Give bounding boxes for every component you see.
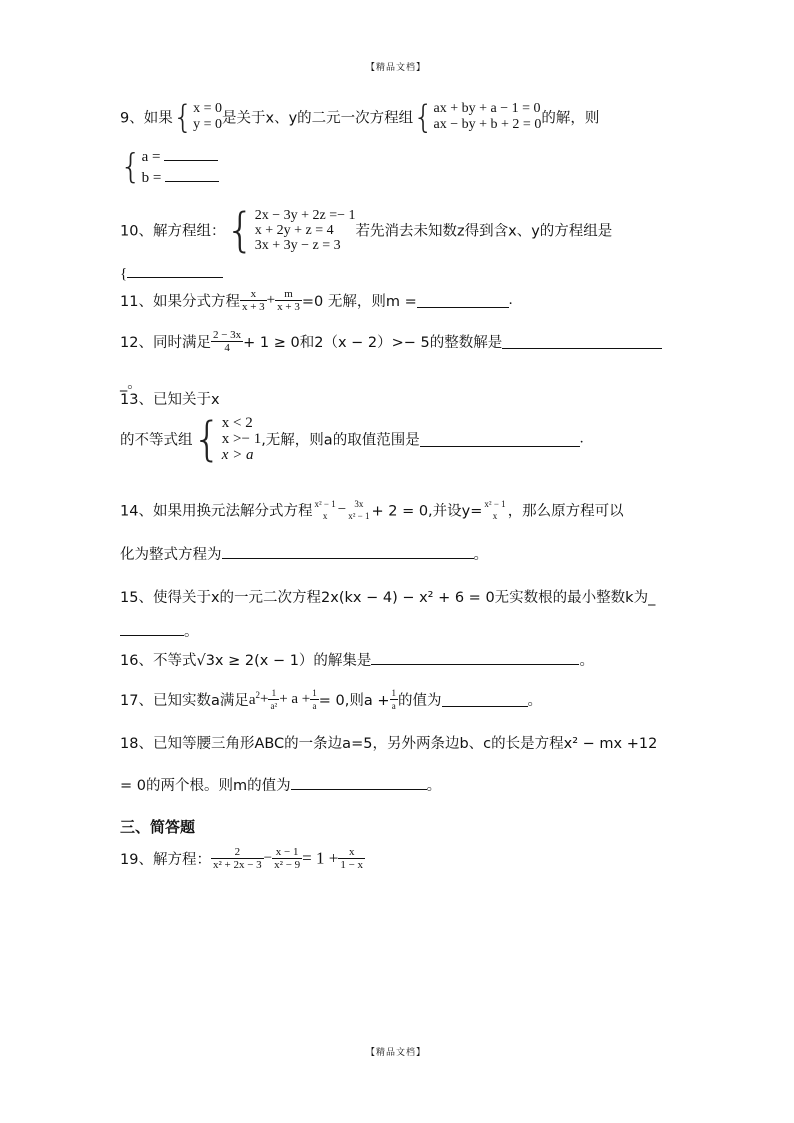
question-15: 15、使得关于x的一元二次方程2x(kx − 4) − x² + 6 = 0无实数根的最小整数k为_ <box>120 590 656 606</box>
q17-blank[interactable] <box>442 692 528 707</box>
question-14-line2: 化为整式方程为 。 <box>120 543 488 564</box>
q9-answer: { a = b = <box>120 146 219 188</box>
q9-blank-a[interactable] <box>164 146 218 161</box>
q14-blank[interactable] <box>222 544 474 559</box>
question-18: 18、已知等腰三角形ABC的一条边a=5，另外两条边b、c的长是方程x² − mx +12 <box>120 736 658 752</box>
question-12: 12、同时满足 $\frac{2 - 3x}{4}$ + 1 ≥ 0和2（x − 2）>− 5的整数解是 <box>120 329 662 354</box>
q9-blank-b[interactable] <box>165 167 219 182</box>
question-18-line2: = 0的两个根。则m的值为 。 <box>120 774 441 795</box>
page-header: 【精品文档】 <box>366 63 427 73</box>
question-10: 10、解方程组：{ 2x − 3y + 2z =− 1 x + 2y + z = 4 3x + 3y − z = 3 若先消去未知数z得到含x、y的方程组是 <box>120 203 613 257</box>
q11-blank[interactable] <box>417 293 509 308</box>
question-9: 9、如果{ x = 0 y = 0 是关于x、y的二元一次方程组{ ax + by + a − 1 = 0 ax − by + b + 2 = 0 的解，则 <box>120 98 600 136</box>
q10-blank[interactable] <box>127 263 223 278</box>
section-heading: 三、简答题 <box>120 818 196 836</box>
question-13: 13、已知关于x <box>120 392 220 408</box>
q16-blank[interactable] <box>371 650 579 665</box>
question-19: 19、解方程： $\frac{2}{\text{x² + 2x − 3}}$ − $\frac{x - 1}{\text{x² − 9}}$ = 1 + $\frac{x}{1 - x}$ <box>120 846 364 871</box>
q10-system: 2x − 3y + 2z =− 1 x + 2y + z = 4 3x + 3y − z = 3 <box>254 207 356 253</box>
q9-number: 9、如果 <box>120 110 173 127</box>
q10-answer: { <box>120 263 223 283</box>
question-13-body: 的不等式组{ x < 2 x >− 1 x > a ,无解，则a的取值范围是 . <box>120 412 584 466</box>
q18-blank[interactable] <box>291 775 427 790</box>
q15-blank[interactable] <box>120 621 184 636</box>
q12-blank[interactable] <box>502 334 662 349</box>
q13-blank[interactable] <box>420 432 580 447</box>
q9-equation-system: ax + by + a − 1 = 0 ax − by + b + 2 = 0 <box>433 101 542 132</box>
question-14: 14、如果用换元法解分式方程 x² − 1 x − 3x x² − 1 + 2 = 0,并设y= x² − 1 x ，那么原方程可以 <box>120 499 624 521</box>
question-15-line2: 。 <box>120 620 199 641</box>
question-16: 16、不等式√3x ≥ 2(x − 1）的解集是 。 <box>120 649 594 670</box>
page-footer: 【精品文档】 <box>366 1048 427 1058</box>
q13-inequality-system: x < 2 x >− 1 x > a <box>221 415 262 463</box>
q9-solution-system: x = 0 y = 0 <box>193 101 222 132</box>
question-11: 11、如果分式方程 $\frac{x}{x + 3}$ + $\frac{m}{x + 3}$ =0 无解，则m = . <box>120 288 513 313</box>
question-17: 17、已知实数a满足$a^2+$ $\frac{1}{\text{a²}}$ + a + $\frac{1}{a}$ = 0,则a + $\frac{1}{a}$ 的值为 。 <box>120 688 543 711</box>
